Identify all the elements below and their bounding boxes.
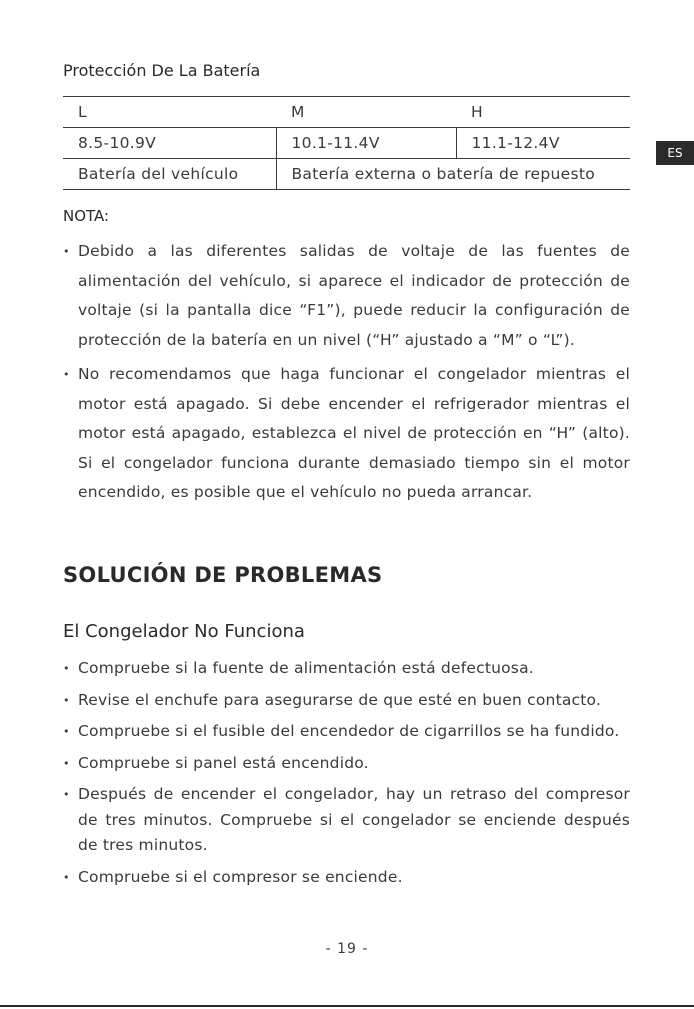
level-medium: M [276,97,456,128]
list-item [63,237,630,355]
troubleshooting-list [63,656,630,896]
list-item-text: Compruebe si el fusible del encendedor de cigarrillos se ha fundido. [78,722,620,740]
page-number: - 19 - [325,941,369,957]
battery-protection-title: Protección De La Batería [63,61,261,80]
bottom-divider [0,1005,694,1007]
list-item [63,360,630,508]
list-item-text: Compruebe si la fuente de alimentación está defectuosa. [78,659,534,677]
list-item-text: Revise el enchufe para asegurarse de que esté en buen contacto. [78,690,602,709]
note-label: NOTA: [63,207,110,225]
bullet-icon: • [63,662,70,675]
table-row [63,159,630,190]
list-item-text: Debido a las diferentes salidas de voltaje de las fuentes de alimentación del vehículo, si aparece el indicador de protección de voltaje (si la pantalla dice “F1”), puede reducir la configuración de protección de la batería en un nivel (“H” ajustado a “M” o “L”). [78,242,630,349]
bullet-icon: • [63,870,70,884]
bullet-icon: • [63,725,70,738]
list-item [63,782,630,859]
bullet-icon: • [63,368,70,381]
note-list [63,237,630,513]
bullet-icon: • [63,788,70,801]
list-item-text: Después de encender el congelador, hay un retraso del compresor de tres minutos. Compruebe si el congelador se enciende después de tres minutos. [78,785,630,854]
level-low: L [63,97,276,128]
list-item [63,865,630,891]
level-high: H [456,97,630,128]
voltage-low: 8.5-10.9V [63,128,276,159]
voltage-high: 11.1-12.4V [456,128,630,159]
list-item [63,719,630,745]
bullet-icon: • [63,245,70,258]
language-tab: ES [656,141,694,165]
troubleshooting-subheading: El Congelador No Funciona [63,621,305,642]
troubleshooting-heading: SOLUCIÓN DE PROBLEMAS [63,563,383,587]
bullet-icon: • [63,693,70,707]
list-item [63,688,630,714]
list-item [63,656,630,682]
table-row [63,128,630,159]
battery-protection-table [63,96,630,190]
list-item-text: Compruebe si el compresor se enciende. [78,867,403,886]
source-external-battery: Batería externa o batería de repuesto [276,159,630,190]
source-vehicle-battery: Batería del vehículo [63,159,276,190]
table-row [63,97,630,128]
bullet-icon: • [63,756,70,770]
list-item-text: No recomendamos que haga funcionar el congelador mientras el motor está apagado. Si debe encender el refrigerador mientras el motor está apagado, establezca el nivel de protección en “H” (alto). Si el congelador funciona durante demasiado tiempo sin el motor encendido, es posible que el vehículo no pueda arrancar. [78,365,630,501]
list-item [63,751,630,777]
voltage-medium: 10.1-11.4V [276,128,456,159]
list-item-text: Compruebe si panel está encendido. [78,753,369,772]
